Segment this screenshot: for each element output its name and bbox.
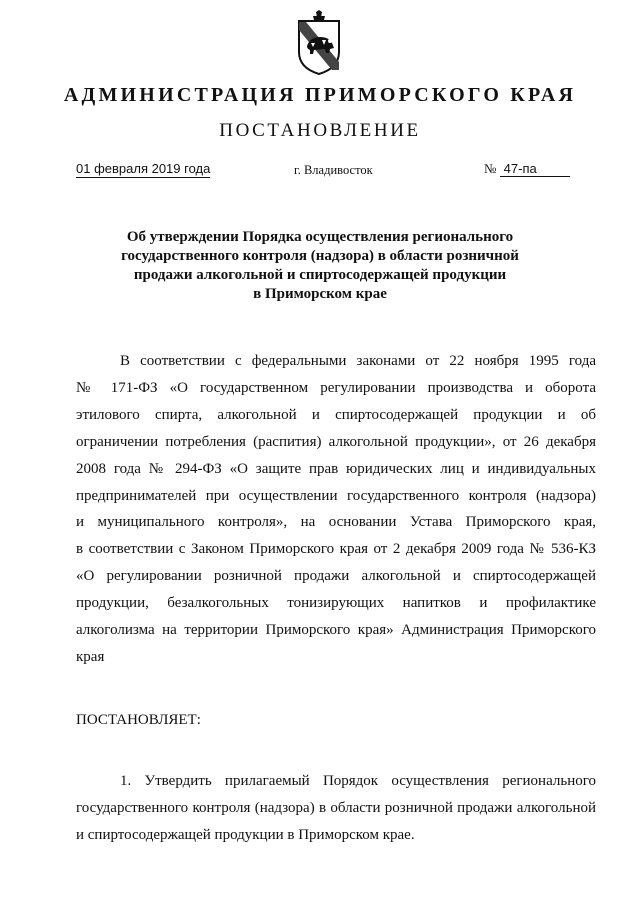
preamble-line: этилового спирта, алкогольной и спиртосодержащей продукции и об [76,406,596,423]
number-prefix: № [484,161,497,176]
organization-name: АДМИНИСТРАЦИЯ ПРИМОРСКОГО КРАЯ [63,84,577,106]
preamble-line: и муниципального контроля», на основании Устава Приморского края, [76,514,596,531]
preamble-paragraph [76,348,596,671]
preamble-line: продукции, безалкогольных тонизирующих напитков и профилактике [76,595,596,612]
resolution-item-1 [76,768,596,849]
preamble-line: 2008 года № 294-ФЗ «О защите прав юридических лиц и индивидуальных [76,460,596,477]
title-line: продажи алкогольной и спиртосодержащей продукции [133,267,507,283]
title-line: Об утверждении Порядка осуществления регионального [126,229,514,245]
resolution-heading: ПОСТАНОВЛЯЕТ: [76,712,201,728]
primorsky-coat-of-arms-icon [296,10,342,76]
preamble-line: предпринимателей при осуществлении государственного контроля (надзора) [76,487,596,504]
preamble-line: в соответствии с Законом Приморского края от 2 декабря 2009 года № 536-КЗ [76,541,596,558]
document-number [484,161,570,177]
item-line: и спиртосодержащей продукции в Приморском крае. [76,826,415,843]
preamble-line: края [76,648,105,665]
number-value: 47-па [500,161,570,177]
preamble-line: «О регулировании розничной продажи алкогольной и спиртосодержащей [76,568,596,585]
document-title [120,228,520,304]
preamble-line: ограничении потребления (распития) алкогольной продукции», от 26 декабря [76,433,596,450]
document-city: г. Владивосток [294,163,373,177]
document-type: ПОСТАНОВЛЕНИЕ [219,120,421,141]
item-line: 1. Утвердить прилагаемый Порядок осуществления регионального [120,773,596,789]
item-line: государственного контроля (надзора) в области розничной продажи алкогольной [76,799,596,816]
title-line: в Приморском крае [253,286,387,302]
preamble-line: № 171-ФЗ «О государственном регулировании производства и оборота [76,379,596,396]
preamble-line: алкоголизма на территории Приморского края» Администрация Приморского [76,622,596,639]
document-date: 01 февраля 2019 года [76,161,211,176]
title-line: государственного контроля (надзора) в области розничной [121,248,519,264]
preamble-line: В соответствии с федеральными законами от 22 ноября 1995 года [120,353,596,369]
